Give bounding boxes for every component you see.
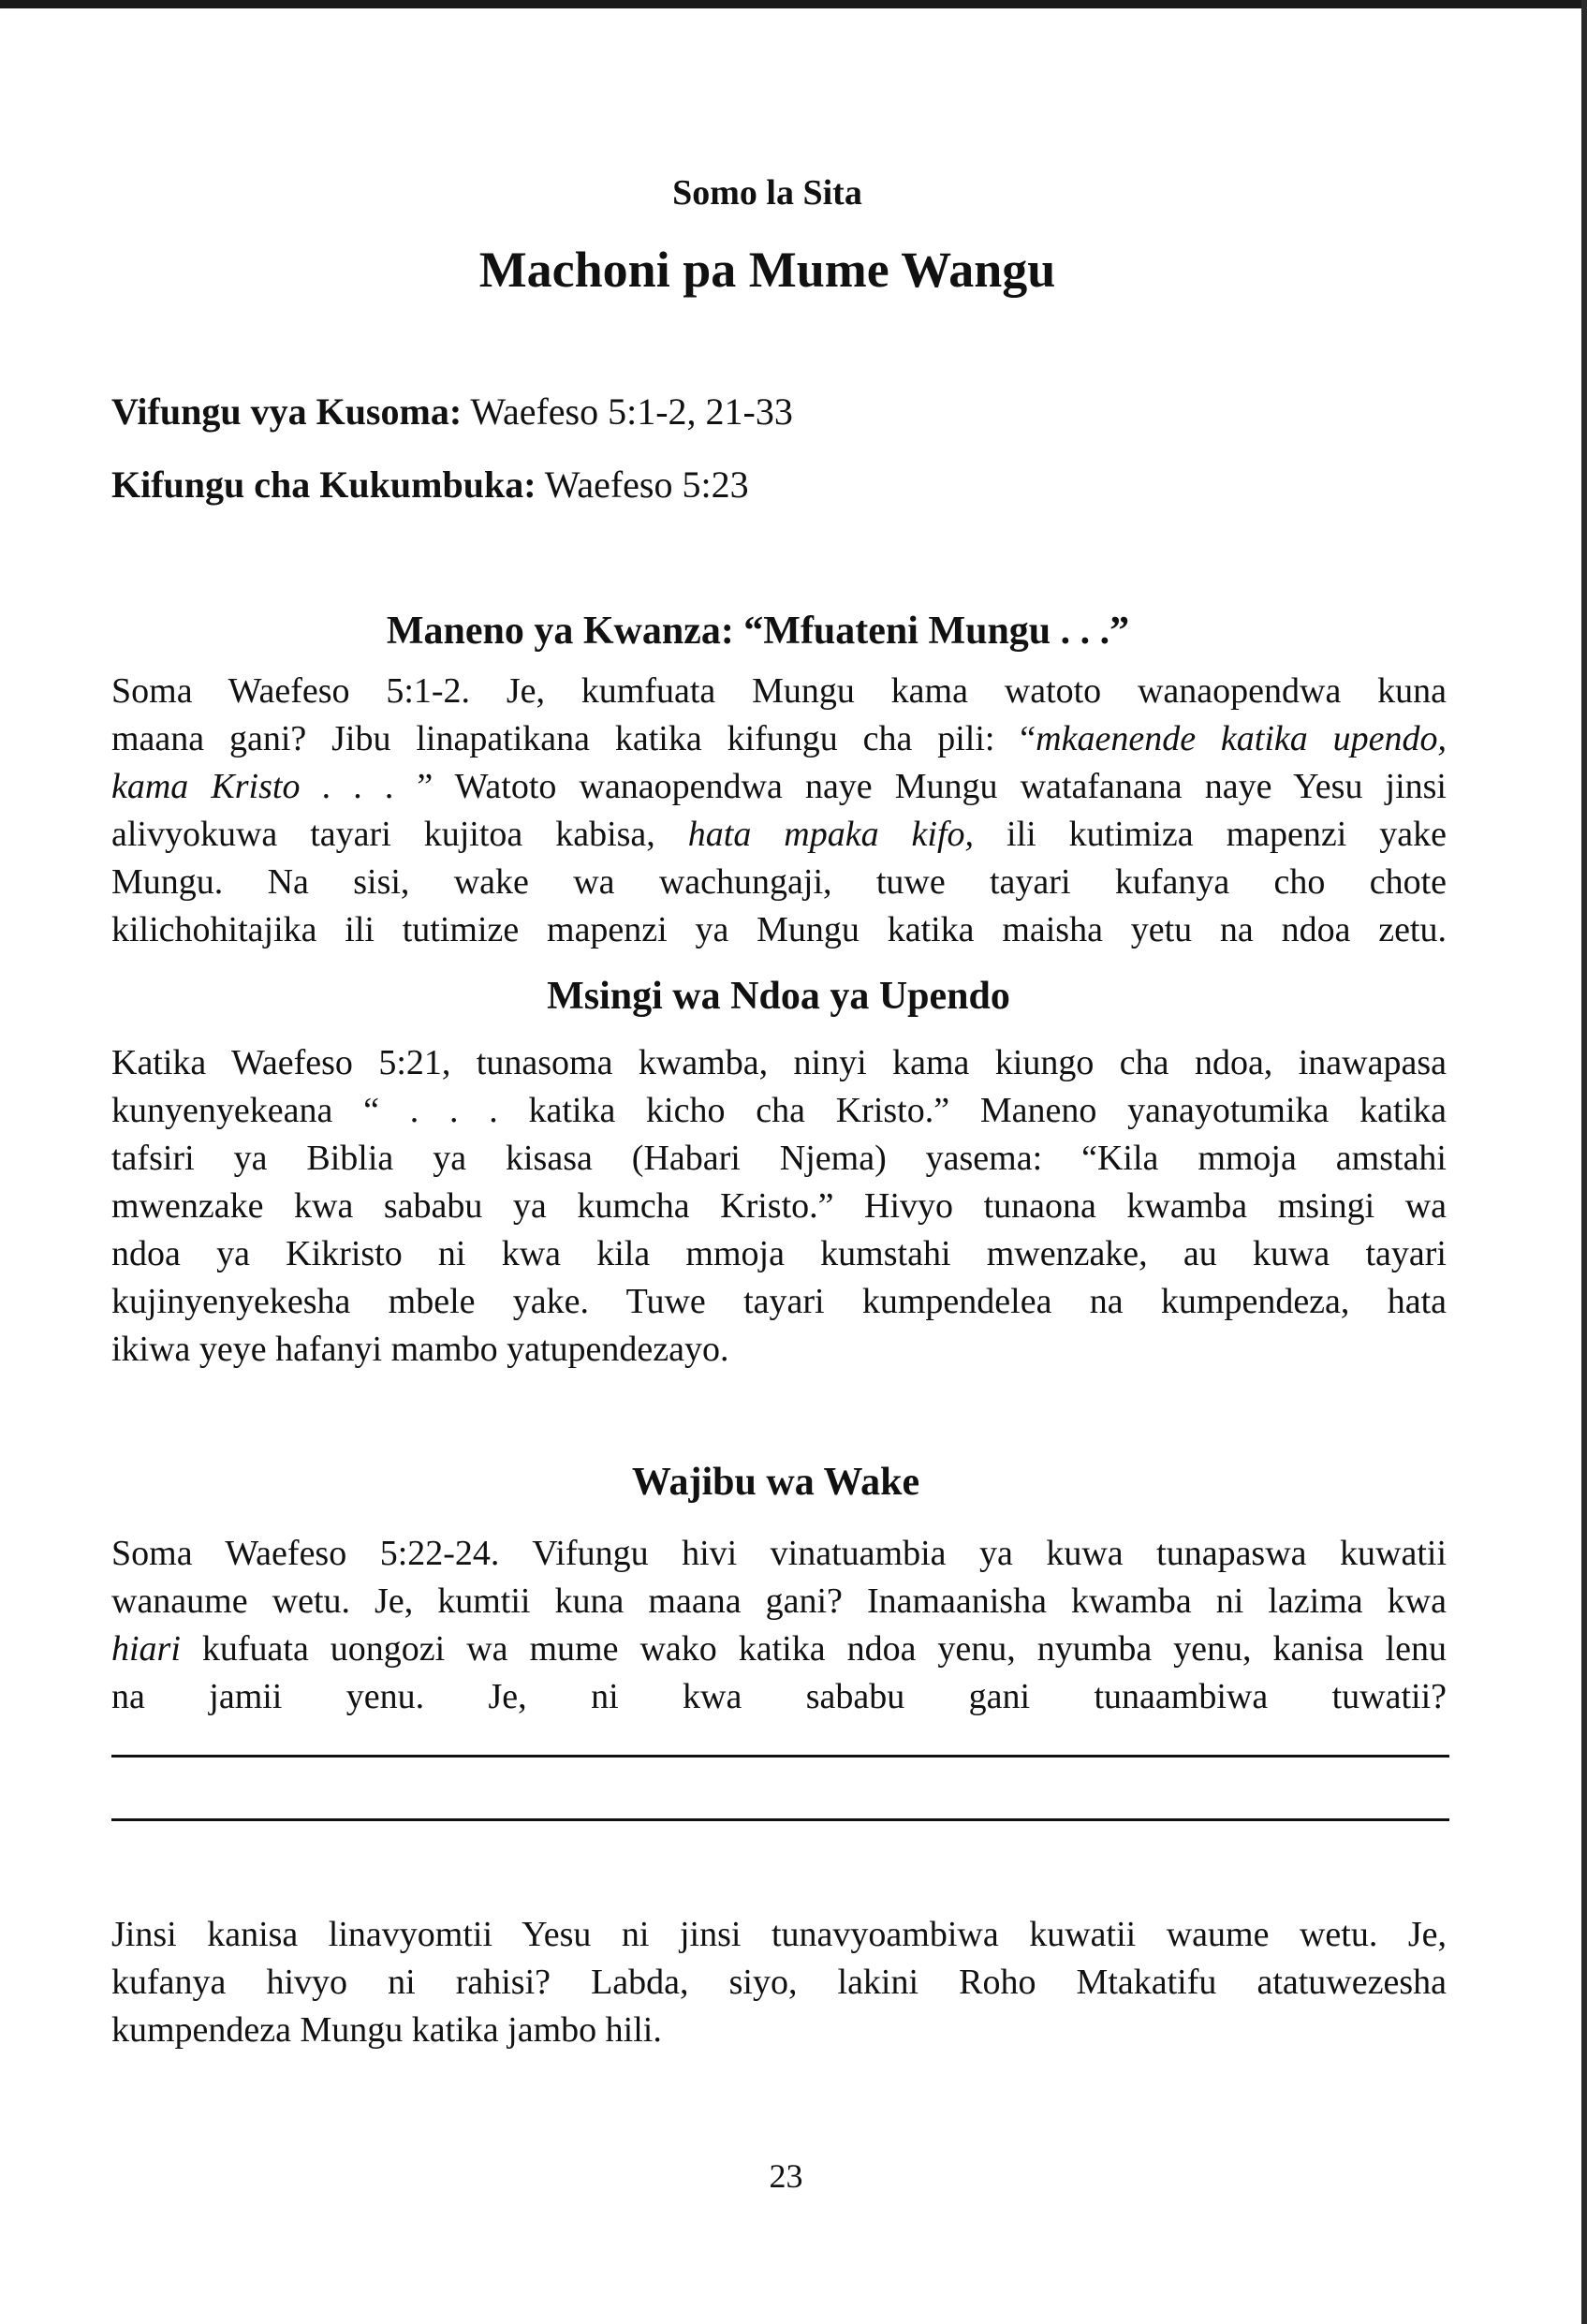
text-run: ndoa ya Kikristo ni kwa kila mmoja kumstahi mwenzake, au kuwa tayari bbox=[111, 1234, 1447, 1273]
text-line bbox=[111, 1578, 1447, 1625]
text-run: ikiwa yeye hafanyi mambo yatupendezayo. bbox=[111, 1330, 729, 1369]
text-run: Katika Waefeso 5:21, tunasoma kwamba, ninyi kama kiungo cha ndoa, inawapasa bbox=[111, 1043, 1447, 1082]
text-line bbox=[111, 811, 1447, 859]
text-line bbox=[111, 1183, 1447, 1230]
text-run: mwenzake kwa sababu ya kumcha Kristo.” Hivyo tunaona kwamba msingi wa bbox=[111, 1186, 1447, 1226]
scan-border-top bbox=[0, 0, 1587, 8]
answer-line bbox=[111, 1755, 1449, 1758]
text-line bbox=[111, 906, 1447, 954]
section-heading-wajibu: Wajibu wa Wake bbox=[631, 1461, 920, 1504]
scan-border-right bbox=[1581, 0, 1587, 2324]
text-line bbox=[111, 1230, 1447, 1278]
italic-text: hiari bbox=[111, 1629, 181, 1669]
text-line bbox=[111, 1087, 1447, 1135]
text-line bbox=[111, 1625, 1447, 1673]
page-title: Machoni pa Mume Wangu bbox=[478, 242, 1056, 298]
text-line bbox=[111, 1326, 1447, 1374]
memory-verse-label: Kifungu cha Kukumbuka: bbox=[111, 463, 536, 506]
text-run: kufuata uongozi wa mume wako katika ndoa yenu, nyumba yenu, kanisa lenu bbox=[180, 1629, 1447, 1669]
text-run: kufanya hivyo ni rahisi? Labda, siyo, lakini Roho Mtakatifu atatuwezesha bbox=[111, 1963, 1447, 2002]
memory-verse-line bbox=[111, 463, 749, 507]
text-line bbox=[111, 859, 1447, 906]
paragraph-msingi bbox=[111, 1039, 1447, 1374]
text-run: Jinsi kanisa linavyomtii Yesu ni jinsi tunavyoambiwa kuwatii waume wetu. Je, bbox=[111, 1915, 1447, 1954]
text-run: Soma Waefeso 5:1-2. Je, kumfuata Mungu kama watoto wanaopendwa kuna bbox=[111, 671, 1447, 711]
page-number: 23 bbox=[769, 2157, 803, 2195]
italic-text: mkaenende katika upendo, bbox=[1036, 719, 1447, 758]
text-line bbox=[111, 763, 1447, 811]
text-line bbox=[111, 668, 1447, 715]
text-line bbox=[111, 1530, 1447, 1578]
section-heading-msingi: Msingi wa Ndoa ya Upendo bbox=[547, 975, 1010, 1018]
readings-label: Vifungu vya Kusoma: bbox=[111, 390, 463, 433]
text-line bbox=[111, 1673, 1447, 1721]
text-line bbox=[111, 1911, 1447, 1959]
answer-line bbox=[111, 1818, 1449, 1821]
text-run: Mungu. Na sisi, wake wa wachungaji, tuwe tayari kufanya cho chote bbox=[111, 862, 1447, 902]
text-run: ili kutimiza mapenzi yake bbox=[974, 815, 1447, 854]
text-line bbox=[111, 715, 1447, 763]
lesson-label: Somo la Sita bbox=[672, 173, 862, 213]
text-run: wanaume wetu. Je, kumtii kuna maana gani? Inamaanisha kwamba ni lazima kwa bbox=[111, 1581, 1447, 1621]
text-run: na jamii yenu. Je, ni kwa sababu gani tunaambiwa tuwatii? bbox=[111, 1677, 1447, 1716]
text-run: kunyenyekeana “ . . . katika kicho cha Kristo.” Maneno yanayotumika katika bbox=[111, 1091, 1447, 1130]
text-line bbox=[111, 1039, 1447, 1087]
text-run: kumpendeza Mungu katika jambo hili. bbox=[111, 2010, 662, 2050]
italic-text: kama Kristo . . . bbox=[111, 767, 395, 806]
readings-line bbox=[111, 390, 793, 434]
paragraph-wajibu-closing bbox=[111, 1911, 1447, 2054]
text-run: Soma Waefeso 5:22-24. Vifungu hivi vinatuambia ya kuwa tunapaswa kuwatii bbox=[111, 1534, 1447, 1573]
text-run: kujinyenyekesha mbele yake. Tuwe tayari kumpendelea na kumpendeza, hata bbox=[111, 1282, 1447, 1321]
memory-verse-value: Waefeso 5:23 bbox=[544, 463, 749, 506]
text-line bbox=[111, 1278, 1447, 1326]
paragraph-wajibu bbox=[111, 1530, 1447, 1721]
text-run: ” Watoto wanaopendwa naye Mungu watafanana naye Yesu jinsi bbox=[394, 767, 1447, 806]
section-heading-maneno: Maneno ya Kwanza: “Mfuateni Mungu . . .” bbox=[386, 610, 1130, 653]
text-line bbox=[111, 1135, 1447, 1183]
readings-value: Waefeso 5:1-2, 21-33 bbox=[470, 390, 793, 433]
italic-text: hata mpaka kifo, bbox=[687, 815, 975, 854]
text-line bbox=[111, 1959, 1447, 2007]
paragraph-maneno bbox=[111, 668, 1447, 954]
text-run: tafsiri ya Biblia ya kisasa (Habari Njema) yasema: “Kila mmoja amstahi bbox=[111, 1139, 1447, 1178]
text-run: maana gani? Jibu linapatikana katika kifungu cha pili: “ bbox=[111, 719, 1036, 758]
text-run: kilichohitajika ili tutimize mapenzi ya Mungu katika maisha yetu na ndoa zetu. bbox=[111, 910, 1447, 949]
text-run: alivyokuwa tayari kujitoa kabisa, bbox=[111, 815, 688, 854]
text-line bbox=[111, 2007, 1447, 2054]
